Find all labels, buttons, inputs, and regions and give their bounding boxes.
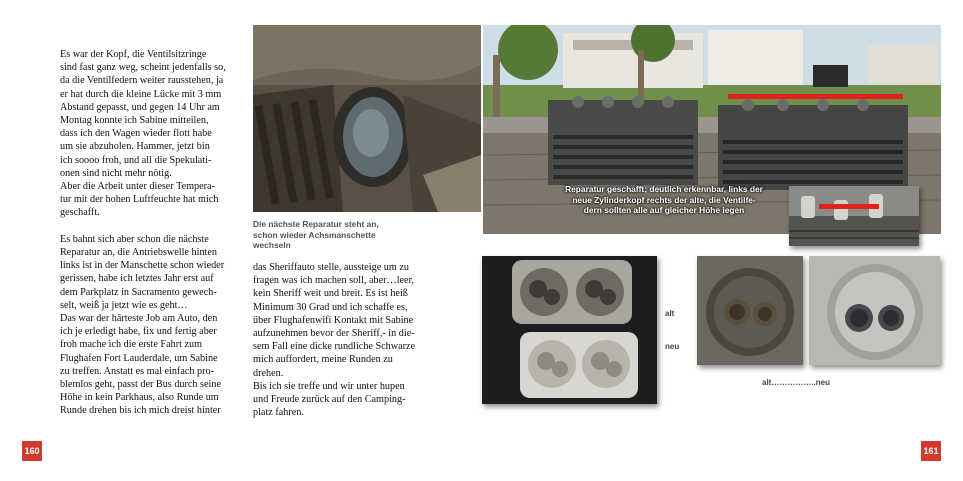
- new-head-closeup-photo: [809, 256, 940, 365]
- page-number-right: 161: [921, 441, 941, 461]
- body-text-column-1: Es war der Kopf, die Ventilsitzringe sind fast ganz weg, scheint jedenfalls so, da die Ventilfedern weiter rausstehen, ja er hat durch die kleine Lücke mit 3 mm Abstand gepasst, und gegen 14 Uhr am Montag konnte ich Sabine mitteilen, dass ich den Wagen wieder flott habe um sie abzuholen. Hammer, jetzt bin ich soooo froh, und all die Spekulati- onen sind nicht mehr nötig. Aber die Arbeit unter dieser Tempera- tur mit der hohen Luftfeuchte hat mich geschafft. Es bahnt sich aber schon die nächste Reparatur an, die Antriebswelle hinten links ist in der Manschette schon wieder gerissen, habe ich letztes Jahr erst auf dem Parkplatz in Sacramento gewech- selt, weiß ja jetzt wie es geht… Das war der härteste Job am Auto, den ich je erledigt habe, fix und fertig aber froh mache ich die erste Fahrt zum Flughafen Fort Lauderdale, um Sabine zu treffen. Anstatt es mal einfach pro- blemlos geht, passt der Bus durch seine Höhe in kein Parkhaus, also Runde um Runde drehen bis ich mich dreist hinter: [60, 49, 226, 417]
- label-alt-neu: alt……………..neu: [762, 378, 831, 387]
- cylinder-heads-comparison-photo: [482, 256, 657, 404]
- axle-boot-photo: [253, 25, 481, 212]
- label-alt: alt: [665, 309, 675, 318]
- label-neu: neu: [665, 342, 680, 351]
- page-number-left: 160: [22, 441, 42, 461]
- old-head-closeup-photo: [697, 256, 803, 365]
- axle-photo-caption: Die nächste Reparatur steht an, schon wieder Achsmanschette wechseln: [253, 219, 379, 250]
- cylinder-heads-caption: Reparatur geschafft; deutlich erkennbar, links der neue Zylinderkopf rechts der alte, die Ventilfe- dern sollten alle auf gleicher Höhe iegen: [565, 184, 763, 215]
- body-text-column-2: das Sheriffauto stelle, aussteige um zu fragen was ich machen soll, aber…leer, kein Sheriff weit und breit. Es ist heiß Minimum 30 Grad und ich schaffe es, über Flughafenwifi Kontakt mit Sabine aufzunehmen bevor der Sheriff,- in die- sem Fall eine dicke rundliche Schwarze mich auffordert, meine Runden zu drehen. Bis ich sie treffe und wir unter hupen und Freude zurück auf den Camping- platz fahren.: [253, 262, 416, 419]
- valve-springs-closeup-photo: [789, 186, 919, 246]
